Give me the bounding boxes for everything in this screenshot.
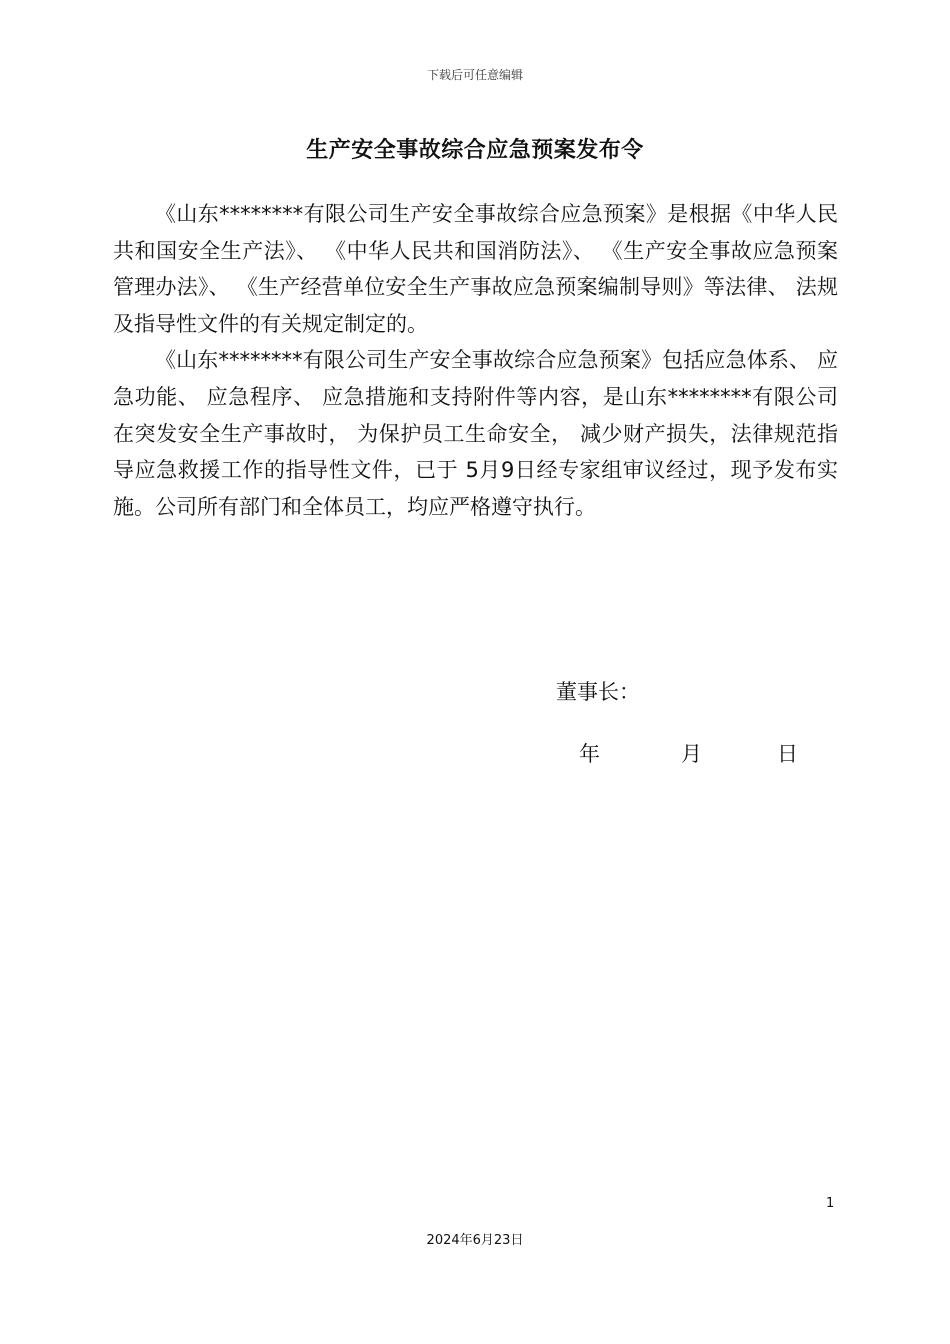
body-paragraph: 《山东********有限公司生产安全事故综合应急预案》包括应急体系、 应急功能、 应急程序、 应急措施和支持附件等内容，是山东********有限公司在突发安全生产事故时， 为保护员工生命安全， 减少财产损失，法律规范指导应急救援工作的指导性文件，已于 5月9日经专家组审议经过，现予发布实施。公司所有部门和全体员工，均应严格遵守执行。 <box>113 348 838 519</box>
document-body <box>113 196 838 525</box>
document-title: 生产安全事故综合应急预案发布令 <box>306 138 644 163</box>
date-month-label: 月 <box>681 742 702 766</box>
date-day-label: 日 <box>777 742 798 766</box>
chairman-signature-label: 董事长： <box>556 680 640 704</box>
header-note: 下载后可任意编辑 <box>426 68 523 82</box>
footer-date: 2024年6月23日 <box>426 1233 524 1248</box>
page-number: 1 <box>826 1196 835 1211</box>
body-paragraph: 《山东********有限公司生产安全事故综合应急预案》是根据《中华人民共和国安全生产法》、 《中华人民共和国消防法》、 《生产安全事故应急预案管理办法》、 《生产经营单位安全生产事故应急预案编制导则》等法律、 法规及指导性文件的有关规定制定的。 <box>113 202 838 336</box>
date-year-label: 年 <box>579 742 600 766</box>
